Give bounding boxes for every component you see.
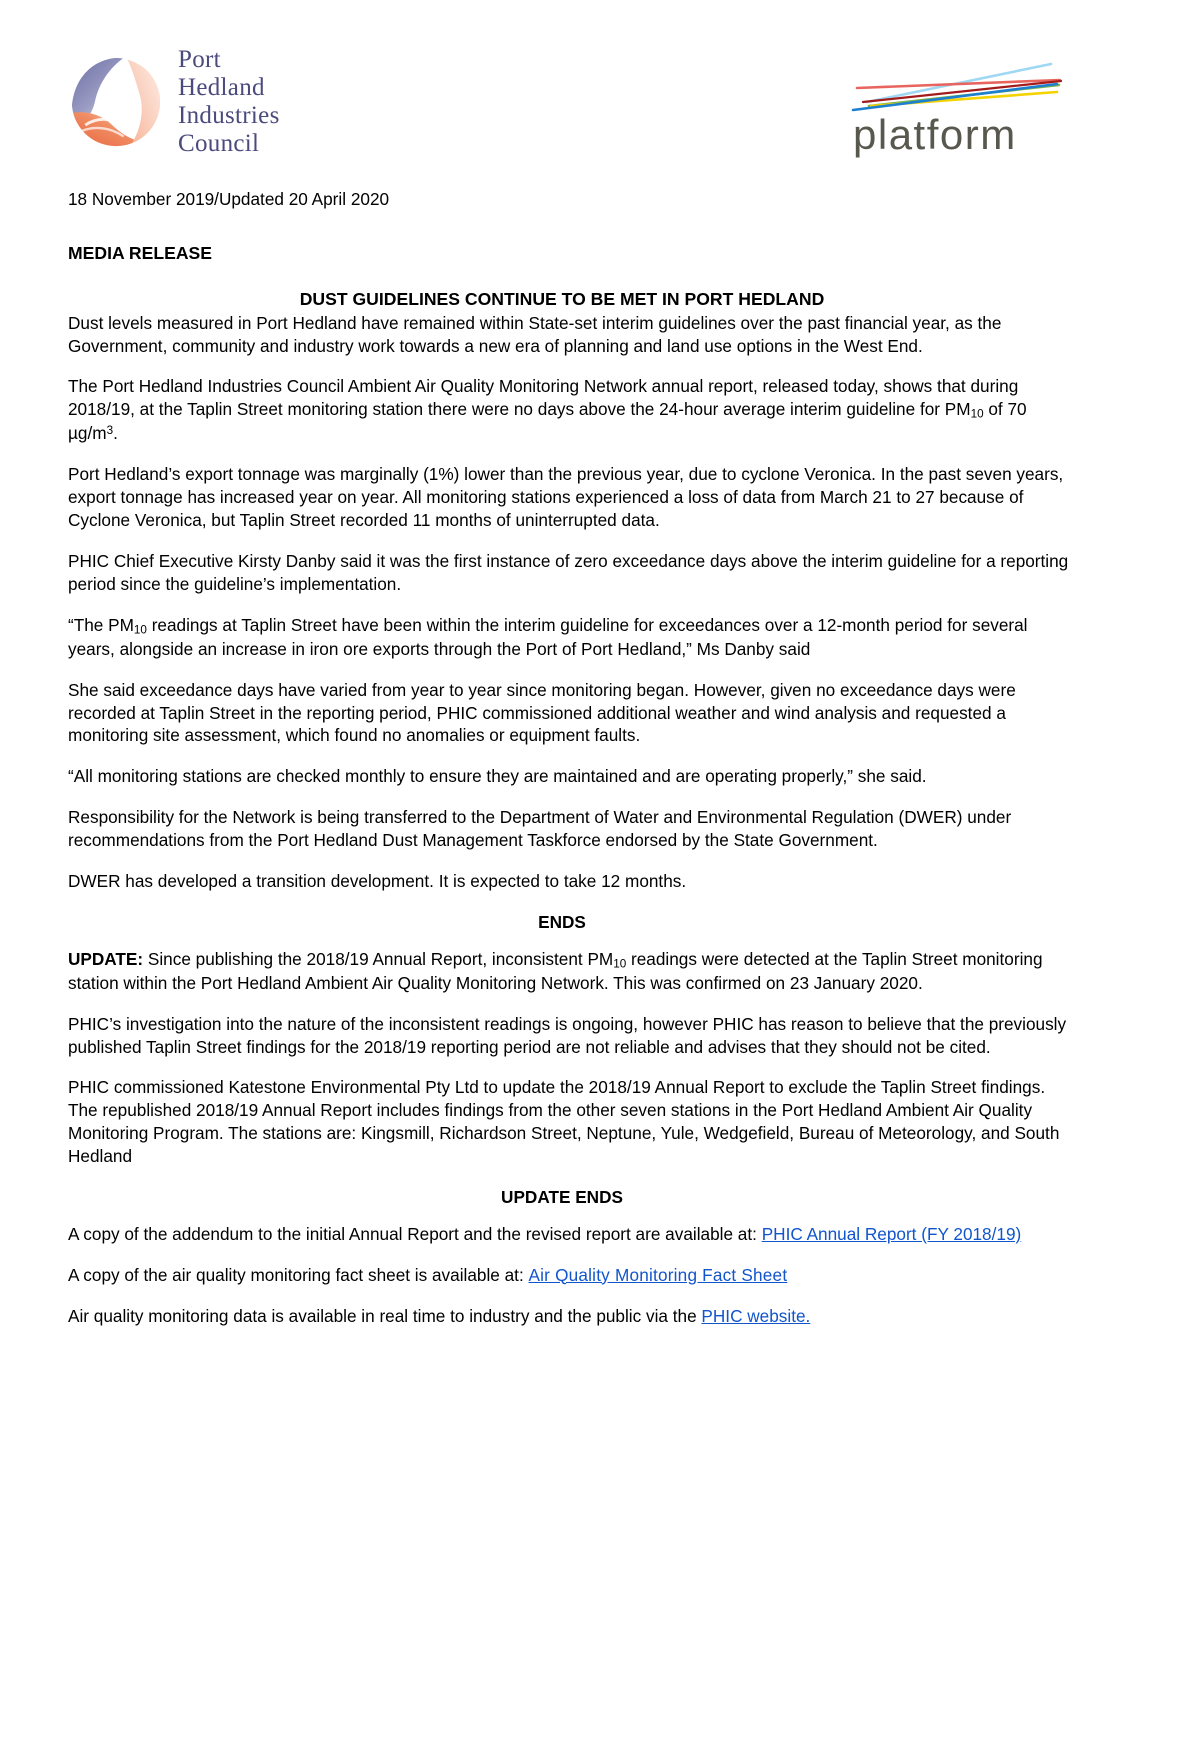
phic-wordmark-line-4: Council [178, 130, 260, 157]
paragraph-7: “All monitoring stations are checked monthly to ensure they are maintained and are operating properly,” she said. [68, 766, 927, 787]
annual-report-link-paragraph [68, 1223, 1072, 1246]
phic-wordmark [178, 46, 280, 158]
phic-wordmark-line-2: Hedland [178, 74, 265, 101]
phic-logo [68, 46, 280, 158]
pm10-subscript: 10 [613, 957, 627, 971]
page-title: DUST GUIDELINES CONTINUE TO BE MET IN PORT HEDLAND [299, 289, 825, 310]
update-paragraph-1-text-b: readings were detected at the Taplin Street monitoring station within the Port Hedland Ambient Air Quality Monitoring Network. This was confirmed on 23 January 2020. [68, 948, 1043, 993]
paragraph-1: Dust levels measured in Port Hedland have remained within State-set interim guidelines over the past financial year, as the Government, community and industry work towards a new era of planning and land use options in the West End. [68, 312, 1002, 356]
fact-sheet-link-paragraph [68, 1264, 1072, 1287]
update-paragraph-1 [68, 948, 1072, 995]
phic-website-link-paragraph [68, 1305, 1072, 1328]
phic-website-link-prefix: Air quality monitoring data is available in real time to industry and the public via the [68, 1305, 702, 1326]
cubic-metre-superscript: 3 [106, 424, 114, 438]
phic-wordmark-line-1: Port [178, 46, 221, 73]
phic-website-link[interactable]: PHIC website. [701, 1305, 811, 1326]
update-paragraph-1-text-a: Since publishing the 2018/19 Annual Report, inconsistent PM [143, 948, 614, 969]
update-paragraph-2: PHIC’s investigation into the nature of the inconsistent readings is ongoing, however PHIC has reason to believe that the previously published Taplin Street findings for the 2018/19 reporting period are not reliable and advises that they should not be cited. [68, 1013, 1067, 1057]
paragraph-2 [68, 375, 1072, 445]
paragraph-5 [68, 614, 1072, 661]
paragraph-2-text-a: The Port Hedland Industries Council Ambient Air Quality Monitoring Network annual report, released today, shows that during 2018/19, at the Taplin Street monitoring station there were no days above the 24-hour average interim guideline for PM [68, 376, 1019, 420]
paragraph-5-text-a: “The PM [68, 614, 134, 635]
annual-report-link-prefix: A copy of the addendum to the initial Annual Report and the revised report are available at: [68, 1223, 762, 1244]
phic-circle-emblem-icon [68, 54, 164, 150]
air-quality-fact-sheet-link[interactable]: Air Quality Monitoring Fact Sheet [528, 1264, 788, 1285]
dateline: 18 November 2019/Updated 20 April 2020 [68, 189, 390, 209]
paragraph-2-text-c: . [113, 423, 118, 444]
document-body [0, 188, 1200, 1327]
ends-marker: ENDS [538, 911, 586, 932]
paragraph-2-text-b: of 70 µg/m [68, 399, 1027, 444]
paragraph-8: Responsibility for the Network is being transferred to the Department of Water and Environmental Regulation (DWER) under recommendations from the Port Hedland Dust Management Taskforce endorsed by the State Government. [68, 807, 1012, 851]
update-paragraph-3: PHIC commissioned Katestone Environmental Pty Ltd to update the 2018/19 Annual Report to exclude the Taplin Street findings. The republished 2018/19 Annual Report includes findings from the other seven stations in the Port Hedland Ambient Air Quality Monitoring Program. The stations are: Kingsmill, Richardson Street, Neptune, Yule, Wedgefield, Bureau of Meteorology, and South Hedland [68, 1077, 1060, 1167]
fact-sheet-link-prefix: A copy of the air quality monitoring fact sheet is available at: [68, 1264, 529, 1285]
platform-logo [845, 58, 1095, 168]
paragraph-5-text-b: readings at Taplin Street have been within the interim guideline for exceedances over a 12-month period for several years, alongside an increase in iron ore exports through the Port of Port Hedland,” Ms Danby said [68, 614, 1028, 659]
media-release-page [0, 46, 1200, 1743]
phic-annual-report-link[interactable]: PHIC Annual Report (FY 2018/19) [761, 1223, 1022, 1244]
update-ends-marker: UPDATE ENDS [501, 1186, 623, 1207]
phic-wordmark-line-3: Industries [178, 102, 280, 129]
pm10-subscript: 10 [970, 407, 984, 421]
media-release-kicker: MEDIA RELEASE [68, 242, 213, 263]
platform-wordmark: platform [853, 111, 1017, 158]
pm10-subscript: 10 [133, 623, 147, 637]
paragraph-9: DWER has developed a transition development. It is expected to take 12 months. [68, 870, 687, 891]
document-header [0, 46, 1200, 174]
paragraph-3: Port Hedland’s export tonnage was marginally (1%) lower than the previous year, due to cyclone Veronica. In the past seven years, export tonnage has increased year on year. All monitoring stations experienced a loss of data from March 21 to 27 because of Cyclone Veronica, but Taplin Street recorded 11 months of uninterrupted data. [68, 464, 1064, 531]
paragraph-4: PHIC Chief Executive Kirsty Danby said it was the first instance of zero exceedance days above the interim guideline for a reporting period since the guideline’s implementation. [68, 550, 1069, 594]
update-label: UPDATE: [68, 948, 144, 969]
paragraph-6: She said exceedance days have varied from year to year since monitoring began. However, given no exceedance days were recorded at Taplin Street in the reporting period, PHIC commissioned additional weather and wind analysis and requested a monitoring site assessment, which found no anomalies or equipment faults. [68, 679, 1016, 746]
